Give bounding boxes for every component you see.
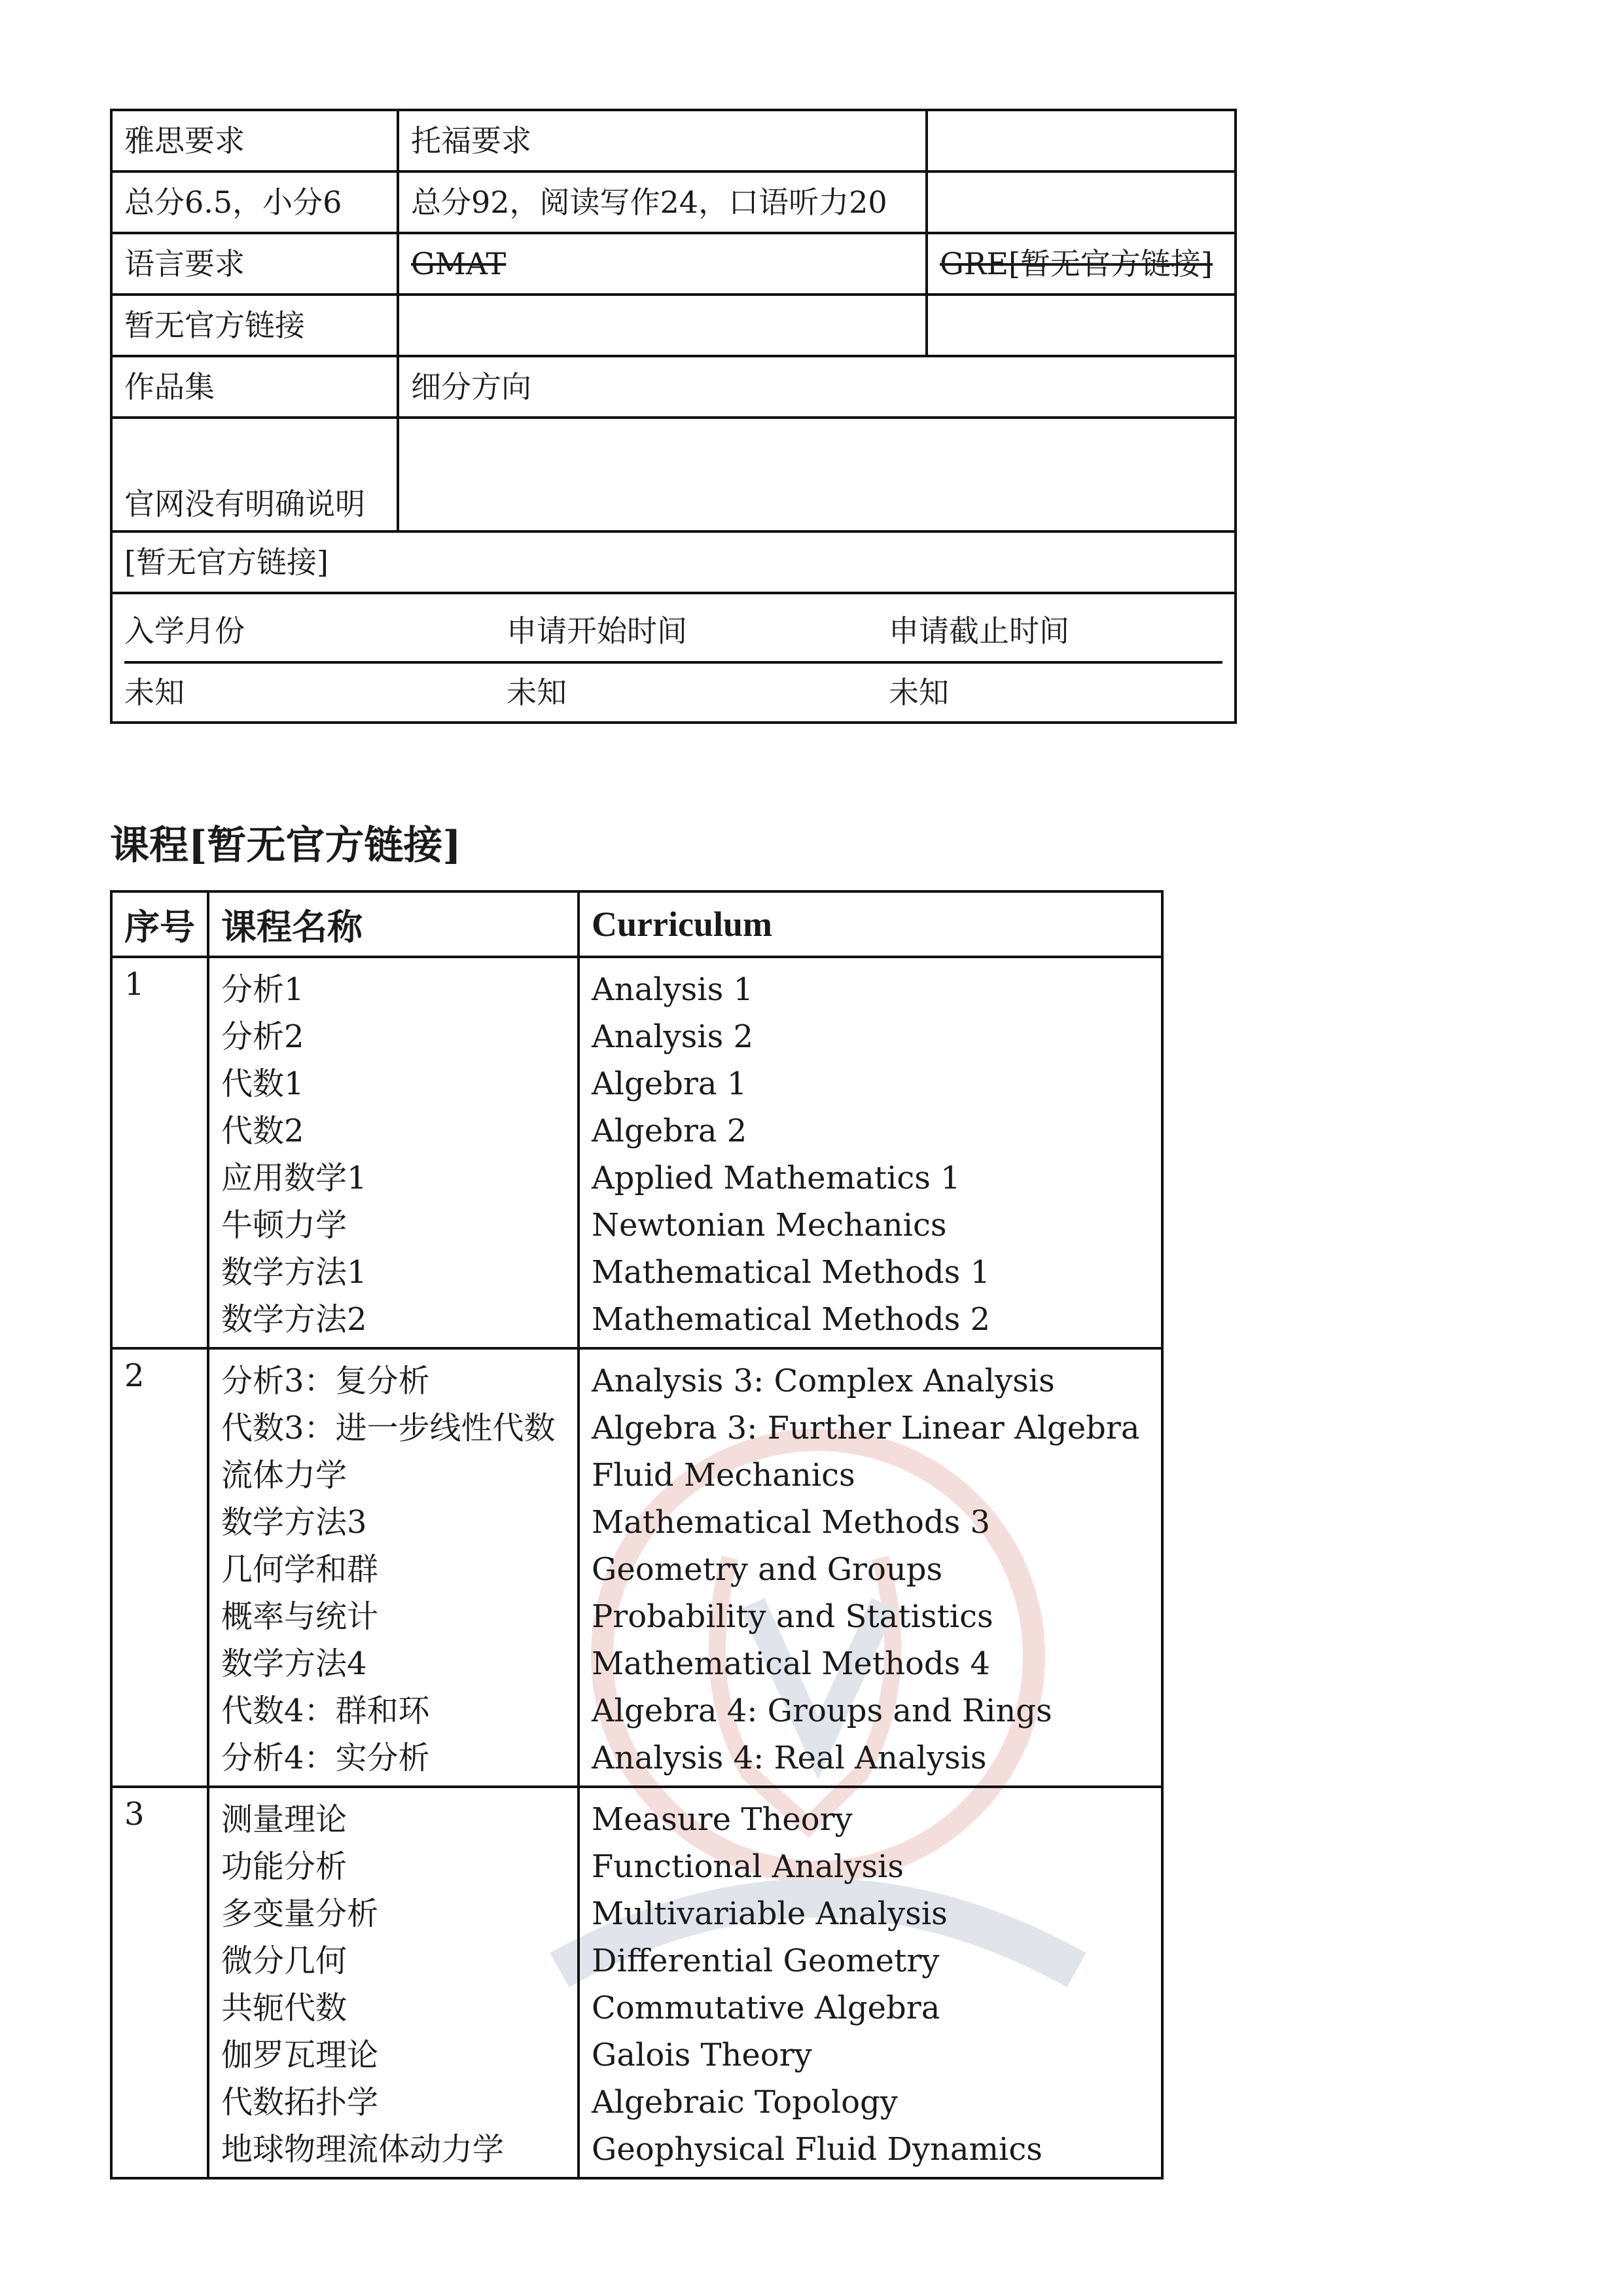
course-en: Mathematical Methods 3 <box>592 1504 991 1541</box>
sub-direction-value <box>398 418 1236 531</box>
toefl-value: 总分92，阅读写作24，口语听力20 <box>398 171 927 233</box>
group-number: 1 <box>111 957 208 1348</box>
intake-month-value: 未知 <box>124 675 185 710</box>
group-number: 3 <box>111 1787 208 2178</box>
course-en: Mathematical Methods 1 <box>592 1254 991 1291</box>
empty-cell <box>927 171 1236 233</box>
course-en: Geophysical Fluid Dynamics <box>592 2131 1043 2168</box>
course-en-list <box>579 1787 1162 2178</box>
course-cn: 分析1 <box>221 971 304 1008</box>
course-en: Analysis 1 <box>592 971 754 1008</box>
course-cn: 分析4：实分析 <box>221 1740 430 1776</box>
header-course-name: 课程名称 <box>208 891 579 957</box>
req-row <box>111 110 1236 171</box>
course-cn: 牛顿力学 <box>221 1207 348 1244</box>
course-en: Functional Analysis <box>592 1848 904 1885</box>
course-en: Analysis 4: Real Analysis <box>592 1740 987 1776</box>
empty-cell <box>398 295 927 356</box>
dates-grid <box>113 594 1234 721</box>
portfolio-label: 作品集 <box>111 356 398 418</box>
course-cn: 代数1 <box>221 1066 304 1102</box>
course-en: Analysis 3: Complex Analysis <box>592 1363 1055 1399</box>
curriculum-group-row <box>111 957 1162 1348</box>
course-cn: 分析3：复分析 <box>221 1363 430 1399</box>
portfolio-note: 官网没有明确说明 <box>111 418 398 531</box>
course-en: Commutative Algebra <box>592 1990 940 2026</box>
course-cn: 分析2 <box>221 1018 304 1055</box>
sub-direction-label: 细分方向 <box>398 356 1236 418</box>
curriculum-header-row <box>111 891 1162 957</box>
dates-cell <box>111 593 1236 723</box>
language-label: 语言要求 <box>111 233 398 295</box>
course-cn: 应用数学1 <box>221 1160 367 1196</box>
course-cn-list <box>208 957 579 1348</box>
header-number: 序号 <box>111 891 208 957</box>
dates-row <box>111 593 1236 723</box>
course-cn: 数学方法1 <box>221 1254 367 1291</box>
course-cn: 数学方法4 <box>221 1645 367 1682</box>
curriculum-group-row <box>111 1787 1162 2178</box>
course-en: Algebra 3: Further Linear Algebra <box>592 1410 1140 1446</box>
application-deadline-label: 申请截止时间 <box>889 601 1222 664</box>
course-cn-list <box>208 1348 579 1787</box>
course-cn: 多变量分析 <box>221 1895 379 1932</box>
req-row <box>111 295 1236 356</box>
course-cn: 地球物理流体动力学 <box>221 2131 505 2168</box>
header-curriculum: Curriculum <box>579 891 1162 957</box>
course-cn: 数学方法2 <box>221 1301 367 1338</box>
empty-cell <box>927 295 1236 356</box>
req-row <box>111 356 1236 418</box>
no-official-link: 暂无官方链接 <box>111 295 398 356</box>
course-cn: 代数拓扑学 <box>221 2084 379 2121</box>
course-cn: 数学方法3 <box>221 1504 367 1541</box>
gre-label: GRE[暂无官方链接] <box>927 233 1236 295</box>
course-en: Algebra 4: Groups and Rings <box>592 1693 1052 1729</box>
course-en: Galois Theory <box>592 2037 812 2073</box>
course-en: Geometry and Groups <box>592 1551 943 1588</box>
course-cn-list <box>208 1787 579 2178</box>
course-cn: 功能分析 <box>221 1848 348 1885</box>
no-official-link-note: [暂无官方链接] <box>111 531 1236 593</box>
course-cn: 测量理论 <box>221 1801 348 1838</box>
course-cn: 代数4：群和环 <box>221 1693 430 1729</box>
group-number: 2 <box>111 1348 208 1787</box>
req-row <box>111 171 1236 233</box>
ielts-value: 总分6.5，小分6 <box>111 171 398 233</box>
course-cn: 微分几何 <box>221 1943 348 1979</box>
course-en: Differential Geometry <box>592 1943 940 1979</box>
course-en: Measure Theory <box>592 1801 853 1838</box>
requirements-table <box>110 109 1237 724</box>
course-en: Mathematical Methods 2 <box>592 1301 991 1338</box>
course-cn: 代数2 <box>221 1113 304 1149</box>
toefl-label: 托福要求 <box>398 110 927 171</box>
req-row <box>111 233 1236 295</box>
req-row <box>111 418 1236 531</box>
course-cn: 概率与统计 <box>221 1598 379 1635</box>
course-en: Algebra 2 <box>592 1113 747 1149</box>
course-cn: 几何学和群 <box>221 1551 379 1588</box>
curriculum-table <box>110 890 1164 2179</box>
course-en: Analysis 2 <box>592 1018 754 1055</box>
application-start-value: 未知 <box>507 675 567 710</box>
curriculum-group-row <box>111 1348 1162 1787</box>
application-deadline-value: 未知 <box>889 675 949 710</box>
req-row <box>111 531 1236 593</box>
curriculum-section-title: 课程[暂无官方链接] <box>110 823 461 869</box>
application-start-label: 申请开始时间 <box>507 601 889 664</box>
intake-month-label: 入学月份 <box>124 601 507 664</box>
course-cn: 流体力学 <box>221 1457 348 1494</box>
course-en: Newtonian Mechanics <box>592 1207 947 1244</box>
course-cn: 伽罗瓦理论 <box>221 2037 379 2073</box>
course-en-list <box>579 957 1162 1348</box>
course-en: Mathematical Methods 4 <box>592 1645 991 1682</box>
course-en-list <box>579 1348 1162 1787</box>
course-cn: 代数3：进一步线性代数 <box>221 1410 556 1446</box>
course-en: Applied Mathematics 1 <box>592 1160 961 1196</box>
course-cn: 共轭代数 <box>221 1990 348 2026</box>
course-en: Probability and Statistics <box>592 1598 993 1635</box>
ielts-label: 雅思要求 <box>111 110 398 171</box>
empty-cell <box>927 110 1236 171</box>
gmat-label: GMAT <box>398 233 927 295</box>
course-en: Multivariable Analysis <box>592 1895 948 1932</box>
course-en: Algebra 1 <box>592 1066 747 1102</box>
course-en: Algebraic Topology <box>592 2084 898 2121</box>
course-en: Fluid Mechanics <box>592 1457 855 1494</box>
